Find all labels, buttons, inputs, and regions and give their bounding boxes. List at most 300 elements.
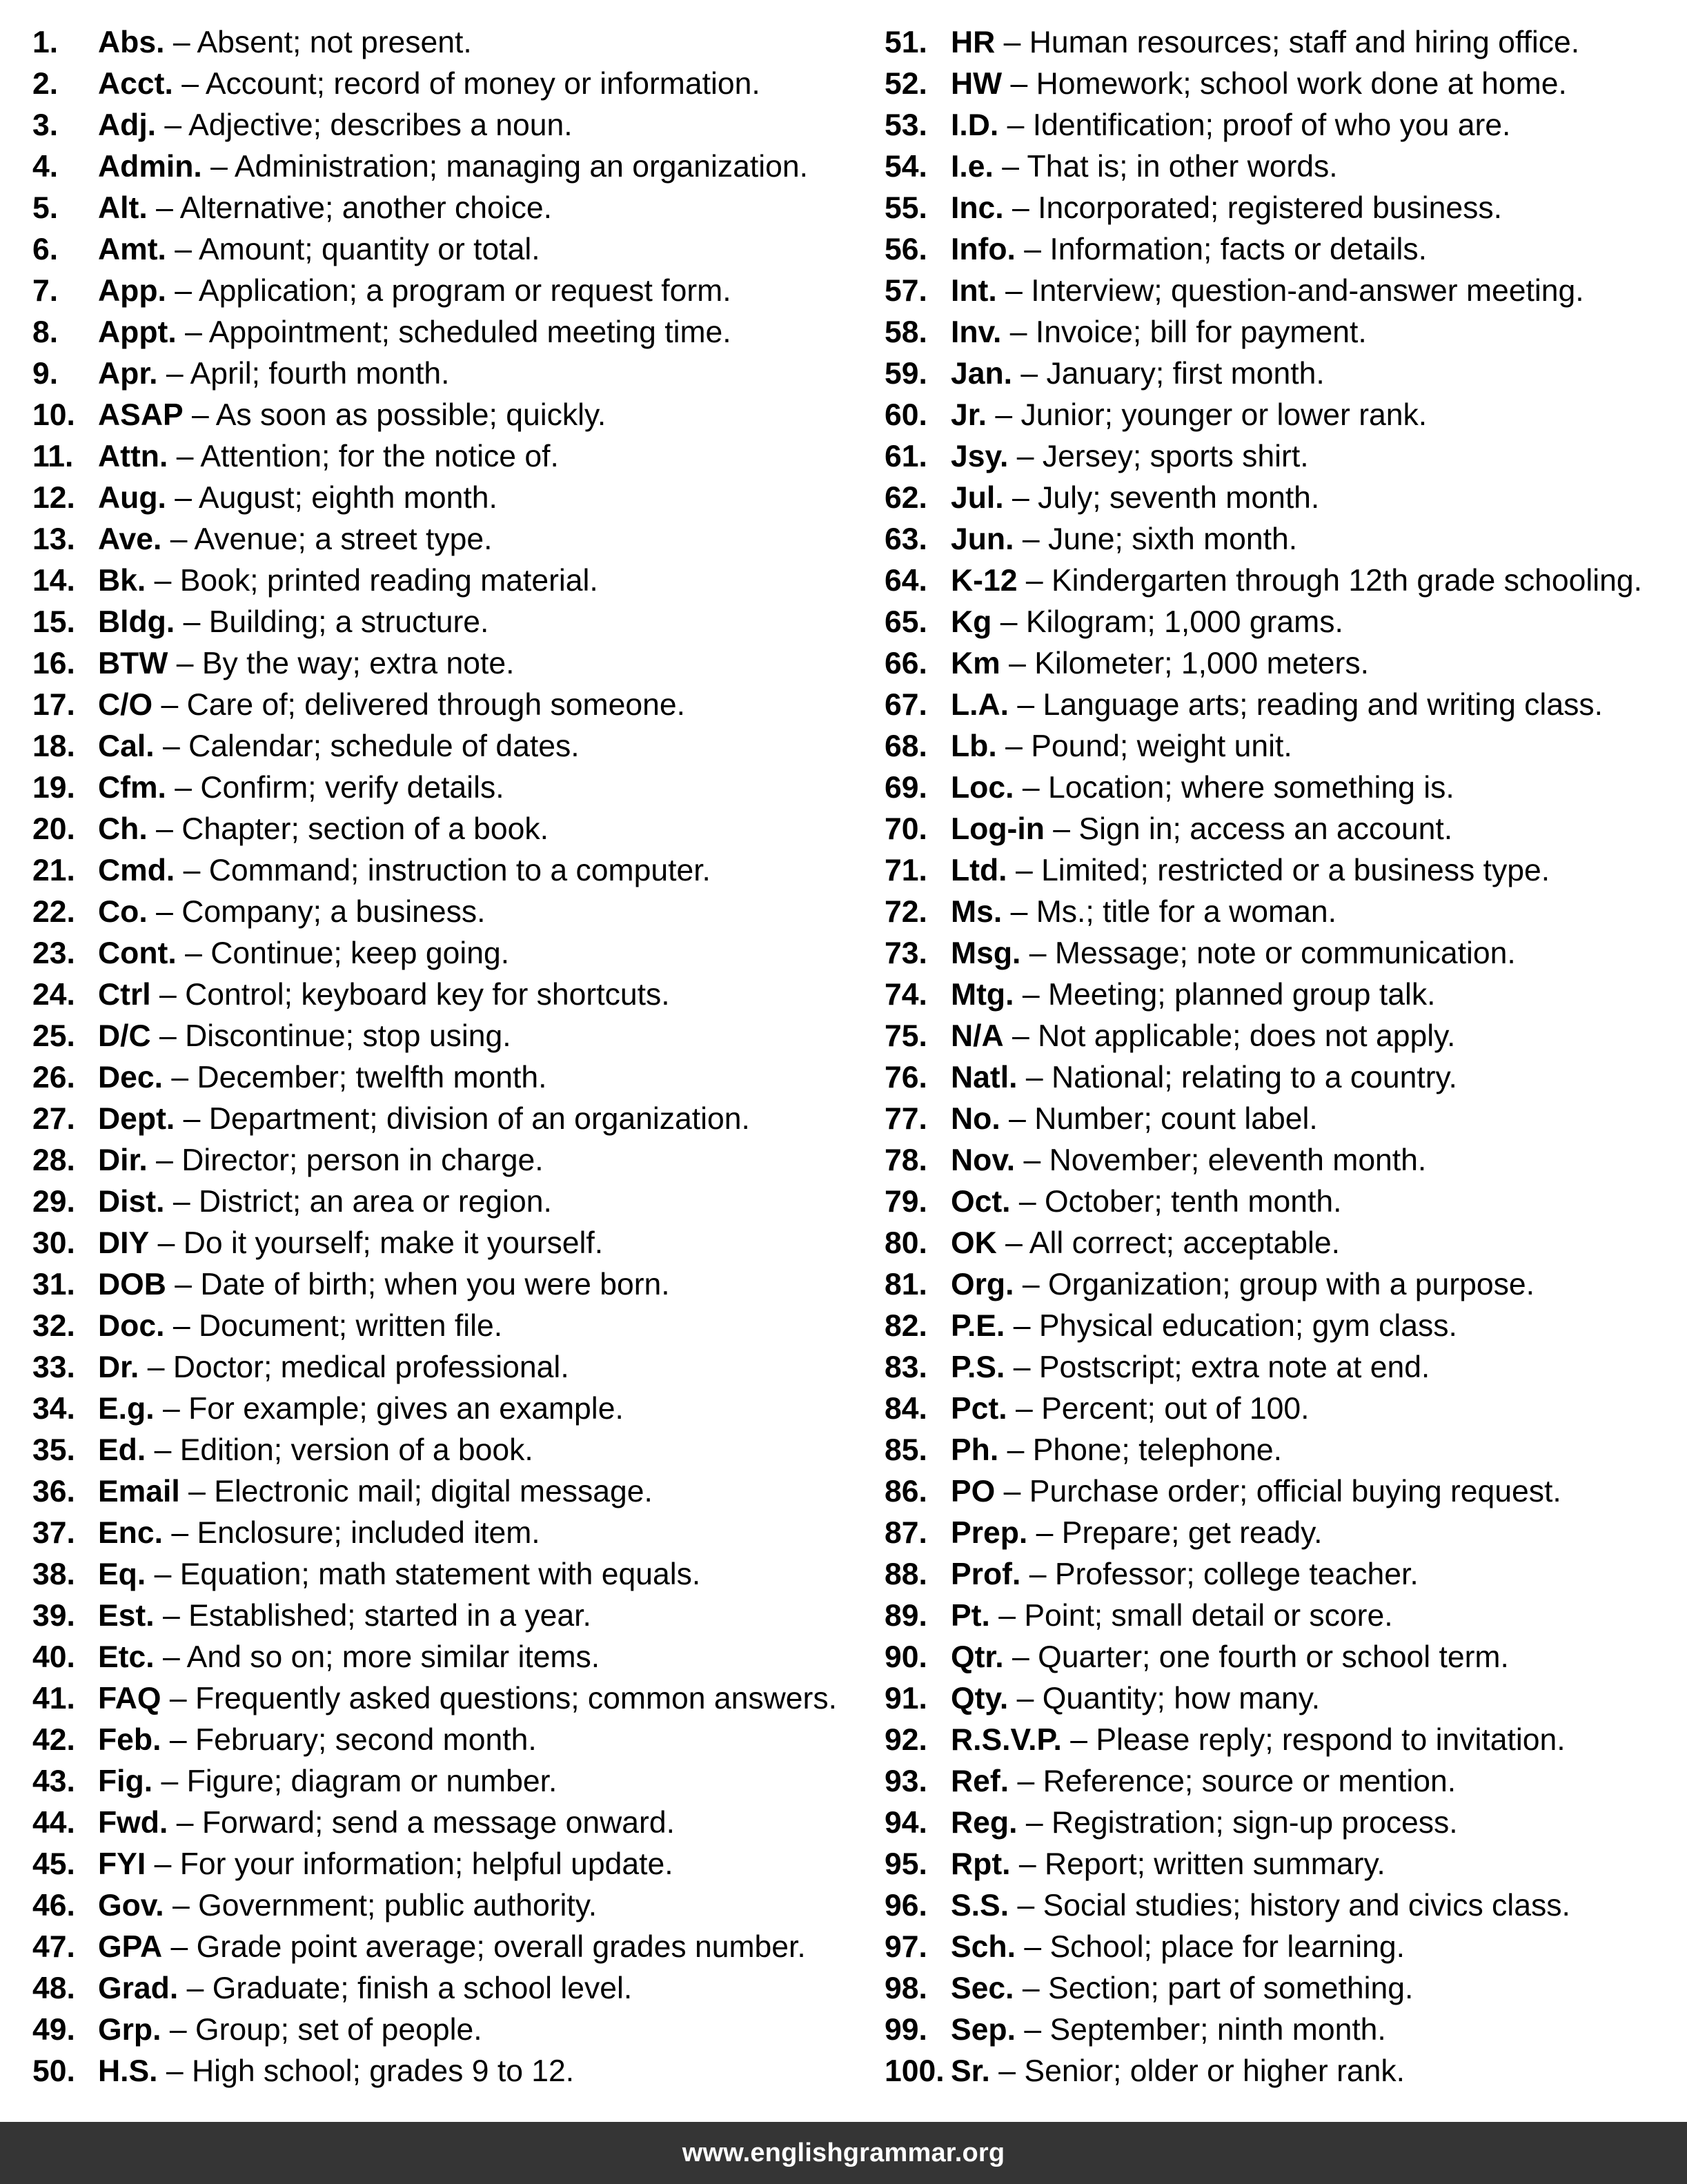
- entry-separator: –: [1024, 233, 1042, 266]
- entry-definition: That is; in other words.: [1027, 150, 1338, 184]
- entry-number: 87.: [885, 1516, 927, 1550]
- entry-separator: –: [176, 647, 194, 680]
- entry-abbreviation: N/A: [951, 1019, 1004, 1053]
- abbreviation-entry: [885, 22, 1687, 63]
- abbreviation-entry: [32, 353, 860, 395]
- entry-definition: For your information; helpful update.: [179, 1847, 673, 1881]
- entry-abbreviation: DIY: [98, 1226, 150, 1260]
- abbreviation-entry: [32, 1099, 860, 1140]
- entry-definition: August; eighth month.: [198, 481, 497, 515]
- entry-definition: Social studies; history and civics class.: [1043, 1889, 1570, 1922]
- abbreviation-entry: [32, 22, 860, 63]
- abbreviation-entry: [32, 312, 860, 353]
- entry-text: [951, 519, 1297, 560]
- entry-definition: Adjective; describes a noun.: [188, 108, 573, 142]
- entry-text: [98, 1720, 537, 1761]
- abbreviation-entry: [32, 229, 860, 270]
- entry-separator: –: [172, 1309, 190, 1343]
- entry-text: [951, 1057, 1457, 1099]
- entry-definition: Enclosure; included item.: [197, 1516, 540, 1550]
- entry-abbreviation: K-12: [951, 564, 1018, 598]
- entry-number: 30.: [32, 1226, 75, 1260]
- entry-number: 80.: [885, 1226, 927, 1260]
- entry-definition: Director; person in charge.: [181, 1143, 544, 1177]
- entry-abbreviation: Admin.: [98, 150, 202, 184]
- abbreviation-entry: [885, 1223, 1687, 1264]
- entry-abbreviation: Prof.: [951, 1557, 1021, 1591]
- entry-abbreviation: Loc.: [951, 771, 1014, 805]
- abbreviation-entry: [885, 1678, 1687, 1720]
- entry-separator: –: [175, 274, 192, 308]
- abbreviation-entry: [885, 1637, 1687, 1678]
- entry-number: 19.: [32, 771, 75, 805]
- entry-definition: National; relating to a country.: [1051, 1061, 1457, 1094]
- entry-number: 98.: [885, 1971, 927, 2005]
- entry-separator: –: [156, 895, 173, 929]
- entry-number: 9.: [32, 357, 59, 391]
- entry-definition: Administration; managing an organization.: [234, 150, 809, 184]
- entry-abbreviation: Sep.: [951, 2013, 1016, 2047]
- abbreviation-entry: [32, 1264, 860, 1306]
- abbreviation-entry: [32, 1016, 860, 1057]
- entry-separator: –: [169, 2013, 187, 2047]
- entry-abbreviation: Jun.: [951, 522, 1014, 556]
- entry-separator: –: [1007, 1433, 1025, 1467]
- entry-definition: Quantity; how many.: [1042, 1682, 1321, 1715]
- abbreviation-entry: [32, 395, 860, 436]
- entry-number: 97.: [885, 1930, 927, 1964]
- entry-text: [951, 1844, 1385, 1885]
- abbreviation-entry: [885, 1140, 1687, 1181]
- entry-number: 52.: [885, 67, 927, 101]
- entry-text: [98, 1181, 552, 1223]
- abbreviation-entry: [885, 1099, 1687, 1140]
- entry-text: [98, 436, 559, 478]
- entry-text: [951, 1968, 1413, 2009]
- abbreviation-entry: [32, 933, 860, 974]
- entry-number: 53.: [885, 108, 927, 142]
- abbreviation-entry: [32, 974, 860, 1016]
- entry-definition: Kilogram; 1,000 grams.: [1025, 605, 1343, 639]
- entry-definition: Interview; question-and-answer meeting.: [1031, 274, 1584, 308]
- abbreviation-entry: [885, 1471, 1687, 1513]
- entry-text: [951, 22, 1579, 63]
- entry-number: 6.: [32, 233, 59, 266]
- entry-separator: –: [1016, 440, 1034, 473]
- entry-abbreviation: Ph.: [951, 1433, 999, 1467]
- entry-definition: Absent; not present.: [197, 26, 472, 59]
- entry-separator: –: [159, 978, 177, 1012]
- entry-text: [951, 1678, 1320, 1720]
- abbreviation-entry: [32, 1471, 860, 1513]
- entry-abbreviation: Eq.: [98, 1557, 146, 1591]
- entry-separator: –: [156, 812, 173, 846]
- entry-definition: As soon as possible; quickly.: [215, 398, 606, 432]
- entry-text: [951, 353, 1325, 395]
- entry-separator: –: [1012, 481, 1029, 515]
- entry-text: [98, 146, 808, 188]
- entry-number: 38.: [32, 1557, 75, 1591]
- entry-definition: Limited; restricted or a business type.: [1041, 854, 1550, 887]
- entry-separator: –: [1005, 729, 1023, 763]
- entry-definition: Do it yourself; make it yourself.: [183, 1226, 604, 1260]
- abbreviation-entry: [32, 2009, 860, 2051]
- entry-separator: –: [161, 688, 179, 722]
- entry-number: 32.: [32, 1309, 75, 1343]
- entry-separator: –: [172, 1889, 190, 1922]
- entry-definition: December; twelfth month.: [197, 1061, 547, 1094]
- entry-definition: School; place for learning.: [1049, 1930, 1405, 1964]
- entry-number: 82.: [885, 1309, 927, 1343]
- entry-definition: Sign in; access an account.: [1078, 812, 1453, 846]
- entry-number: 55.: [885, 191, 927, 225]
- entry-separator: –: [1015, 854, 1033, 887]
- entry-number: 34.: [32, 1392, 75, 1426]
- entry-abbreviation: Lb.: [951, 729, 997, 763]
- abbreviation-entry: [32, 1927, 860, 1968]
- entry-text: [98, 1968, 632, 2009]
- entry-text: [98, 353, 450, 395]
- entry-number: 91.: [885, 1682, 927, 1715]
- abbreviation-entry: [885, 643, 1687, 685]
- entry-definition: Phone; telephone.: [1032, 1433, 1282, 1467]
- entry-number: 21.: [32, 854, 75, 887]
- entry-abbreviation: Jr.: [951, 398, 987, 432]
- abbreviation-entry: [32, 2051, 860, 2092]
- entry-separator: –: [998, 2054, 1016, 2088]
- entry-separator: –: [154, 1847, 172, 1881]
- abbreviation-entry: [32, 726, 860, 767]
- entry-abbreviation: Info.: [951, 233, 1016, 266]
- abbreviation-entry: [32, 146, 860, 188]
- entry-text: [951, 933, 1516, 974]
- entry-definition: District; an area or region.: [198, 1185, 552, 1219]
- entry-separator: –: [163, 729, 180, 763]
- entry-separator: –: [1005, 274, 1023, 308]
- entry-separator: –: [176, 440, 194, 473]
- entry-number: 67.: [885, 688, 927, 722]
- entry-text: [951, 1471, 1561, 1513]
- entry-separator: –: [161, 1764, 179, 1798]
- abbreviation-entry: [885, 685, 1687, 726]
- entry-text: [98, 2051, 574, 2092]
- entry-abbreviation: Ltd.: [951, 854, 1007, 887]
- entry-text: [951, 1430, 1282, 1471]
- entry-definition: Figure; diagram or number.: [186, 1764, 558, 1798]
- abbreviation-entry: [32, 1844, 860, 1885]
- entry-separator: –: [154, 1557, 172, 1591]
- entry-definition: February; second month.: [195, 1723, 537, 1757]
- entry-abbreviation: Msg.: [951, 936, 1021, 970]
- entry-number: 92.: [885, 1723, 927, 1757]
- entry-text: [98, 63, 760, 105]
- entry-separator: –: [1016, 1392, 1033, 1426]
- abbreviation-entry: [32, 1554, 860, 1595]
- entry-text: [951, 146, 1338, 188]
- entry-abbreviation: BTW: [98, 647, 168, 680]
- entry-abbreviation: Int.: [951, 274, 997, 308]
- entry-separator: –: [183, 605, 201, 639]
- entry-text: [98, 1885, 597, 1927]
- entry-text: [98, 1347, 569, 1388]
- website-url[interactable]: www.englishgrammar.org: [682, 2138, 1005, 2167]
- entry-abbreviation: GPA: [98, 1930, 163, 1964]
- entry-definition: Graduate; finish a school level.: [212, 1971, 633, 2005]
- entry-number: 77.: [885, 1102, 927, 1136]
- abbreviation-entry: [885, 1264, 1687, 1306]
- entry-text: [98, 312, 731, 353]
- entry-text: [951, 1223, 1340, 1264]
- entry-number: 57.: [885, 274, 927, 308]
- entry-abbreviation: Ch.: [98, 812, 148, 846]
- abbreviation-entry: [32, 850, 860, 892]
- entry-abbreviation: Qtr.: [951, 1640, 1004, 1674]
- entry-separator: –: [164, 108, 182, 142]
- entry-number: 79.: [885, 1185, 927, 1219]
- entry-text: [951, 685, 1603, 726]
- entry-separator: –: [1017, 688, 1035, 722]
- abbreviation-entry: [885, 436, 1687, 478]
- entry-text: [98, 726, 580, 767]
- entry-abbreviation: Km: [951, 647, 1000, 680]
- entry-definition: Equation; math statement with equals.: [179, 1557, 701, 1591]
- entry-number: 8.: [32, 315, 59, 349]
- entry-abbreviation: Cont.: [98, 936, 177, 970]
- entry-abbreviation: Jul.: [951, 481, 1004, 515]
- abbreviation-entry: [885, 933, 1687, 974]
- entry-text: [951, 1513, 1322, 1554]
- entry-separator: –: [186, 1971, 204, 2005]
- entry-text: [951, 1720, 1566, 1761]
- entry-separator: –: [188, 1475, 206, 1508]
- entry-definition: Postscript; extra note at end.: [1038, 1350, 1430, 1384]
- entry-number: 86.: [885, 1475, 927, 1508]
- entry-text: [98, 2009, 482, 2051]
- entry-number: 18.: [32, 729, 75, 763]
- entry-text: [951, 974, 1436, 1016]
- entry-definition: Group; set of people.: [195, 2013, 482, 2047]
- entry-definition: June; sixth month.: [1047, 522, 1298, 556]
- entry-text: [98, 1844, 673, 1885]
- entry-separator: –: [1005, 1226, 1023, 1260]
- entry-abbreviation: FYI: [98, 1847, 146, 1881]
- entry-separator: –: [1013, 1350, 1031, 1384]
- entry-definition: Date of birth; when you were born.: [200, 1268, 670, 1301]
- entry-number: 64.: [885, 564, 927, 598]
- abbreviation-entry: [885, 1388, 1687, 1430]
- entry-abbreviation: P.E.: [951, 1309, 1005, 1343]
- abbreviation-list-right-column: [885, 22, 1687, 2092]
- abbreviation-entry: [885, 1720, 1687, 1761]
- entry-definition: Physical education; gym class.: [1038, 1309, 1457, 1343]
- abbreviation-entry: [32, 767, 860, 809]
- entry-number: 76.: [885, 1061, 927, 1094]
- entry-number: 61.: [885, 440, 927, 473]
- entry-abbreviation: Doc.: [98, 1309, 165, 1343]
- abbreviation-entry: [32, 1430, 860, 1471]
- entry-separator: –: [169, 1723, 187, 1757]
- entry-text: [951, 1099, 1318, 1140]
- entry-text: [98, 229, 540, 270]
- entry-definition: Homework; school work done at home.: [1036, 67, 1567, 101]
- entry-definition: Application; a program or request form.: [198, 274, 731, 308]
- abbreviation-entry: [32, 1637, 860, 1678]
- entry-separator: –: [157, 1226, 175, 1260]
- entry-definition: Junior; younger or lower rank.: [1020, 398, 1428, 432]
- entry-definition: Grade point average; overall grades number.: [196, 1930, 806, 1964]
- entry-separator: –: [1010, 895, 1028, 929]
- entry-definition: Prepare; get ready.: [1061, 1516, 1323, 1550]
- entry-abbreviation: Qty.: [951, 1682, 1009, 1715]
- entry-number: 27.: [32, 1102, 75, 1136]
- entry-separator: –: [1003, 1475, 1021, 1508]
- entry-abbreviation: HR: [951, 26, 996, 59]
- entry-abbreviation: Oct.: [951, 1185, 1011, 1219]
- entry-text: [98, 188, 552, 229]
- entry-number: 33.: [32, 1350, 75, 1384]
- abbreviation-entry: [885, 229, 1687, 270]
- entry-separator: –: [181, 67, 199, 101]
- entry-separator: –: [998, 1599, 1016, 1633]
- entry-definition: Kindergarten through 12th grade schooling.: [1051, 564, 1642, 598]
- entry-text: [98, 1306, 502, 1347]
- entry-number: 90.: [885, 1640, 927, 1674]
- entry-separator: –: [183, 1102, 201, 1136]
- abbreviation-entry: [32, 63, 860, 105]
- entry-number: 94.: [885, 1806, 927, 1840]
- entry-separator: –: [1036, 1516, 1054, 1550]
- entry-definition: Edition; version of a book.: [179, 1433, 533, 1467]
- entry-text: [98, 1016, 511, 1057]
- entry-separator: –: [185, 936, 202, 970]
- entry-definition: Senior; older or higher rank.: [1024, 2054, 1405, 2088]
- entry-separator: –: [1016, 1682, 1034, 1715]
- abbreviation-entry: [32, 188, 860, 229]
- entry-abbreviation: S.S.: [951, 1889, 1009, 1922]
- entry-number: 49.: [32, 2013, 75, 2047]
- entry-text: [951, 63, 1567, 105]
- entry-number: 43.: [32, 1764, 75, 1798]
- entry-definition: Registration; sign-up process.: [1051, 1806, 1458, 1840]
- entry-text: [98, 809, 549, 850]
- entry-number: 83.: [885, 1350, 927, 1384]
- entry-abbreviation: Log-in: [951, 812, 1045, 846]
- entry-separator: –: [1024, 2013, 1042, 2047]
- entry-abbreviation: Grad.: [98, 1971, 179, 2005]
- entry-separator: –: [210, 150, 228, 184]
- abbreviation-entry: [885, 478, 1687, 519]
- entry-text: [98, 1802, 675, 1844]
- entry-number: 48.: [32, 1971, 75, 2005]
- entry-definition: Reference; source or mention.: [1043, 1764, 1457, 1798]
- entry-number: 23.: [32, 936, 75, 970]
- entry-text: [951, 1885, 1570, 1927]
- entry-separator: –: [171, 1061, 189, 1094]
- entry-text: [951, 1181, 1341, 1223]
- entry-separator: –: [1012, 191, 1029, 225]
- entry-number: 37.: [32, 1516, 75, 1550]
- entry-number: 71.: [885, 854, 927, 887]
- abbreviation-entry: [32, 519, 860, 560]
- entry-abbreviation: Amt.: [98, 233, 166, 266]
- entry-definition: Meeting; planned group talk.: [1047, 978, 1436, 1012]
- entry-separator: –: [171, 1516, 189, 1550]
- entry-text: [951, 1554, 1419, 1595]
- entry-text: [98, 1471, 653, 1513]
- entry-text: [98, 478, 497, 519]
- entry-text: [951, 1016, 1455, 1057]
- entry-definition: Human resources; staff and hiring office.: [1029, 26, 1580, 59]
- entry-separator: –: [183, 854, 201, 887]
- entry-abbreviation: H.S.: [98, 2054, 158, 2088]
- entry-definition: October; tenth month.: [1045, 1185, 1342, 1219]
- entry-abbreviation: Jsy.: [951, 440, 1009, 473]
- entry-number: 31.: [32, 1268, 75, 1301]
- entry-separator: –: [154, 1433, 172, 1467]
- entry-number: 25.: [32, 1019, 75, 1053]
- entry-text: [98, 933, 509, 974]
- entry-abbreviation: Ref.: [951, 1764, 1009, 1798]
- entry-abbreviation: I.e.: [951, 150, 994, 184]
- entry-abbreviation: Inc.: [951, 191, 1004, 225]
- entry-number: 46.: [32, 1889, 75, 1922]
- entry-number: 74.: [885, 978, 927, 1012]
- abbreviation-entry: [885, 105, 1687, 146]
- entry-abbreviation: App.: [98, 274, 166, 308]
- entry-text: [951, 1637, 1509, 1678]
- entry-abbreviation: Ctrl: [98, 978, 151, 1012]
- entry-abbreviation: Email: [98, 1475, 180, 1508]
- entry-abbreviation: ASAP: [98, 398, 184, 432]
- entry-text: [98, 892, 485, 933]
- entry-text: [98, 850, 711, 892]
- entry-definition: September; ninth month.: [1049, 2013, 1386, 2047]
- entry-abbreviation: Prep.: [951, 1516, 1028, 1550]
- entry-number: 26.: [32, 1061, 75, 1094]
- entry-number: 59.: [885, 357, 927, 391]
- entry-separator: –: [1009, 647, 1026, 680]
- entry-abbreviation: Fig.: [98, 1764, 153, 1798]
- abbreviation-entry: [32, 1181, 860, 1223]
- entry-number: 28.: [32, 1143, 75, 1177]
- entry-abbreviation: OK: [951, 1226, 997, 1260]
- entry-abbreviation: Est.: [98, 1599, 155, 1633]
- entry-number: 45.: [32, 1847, 75, 1881]
- entry-number: 66.: [885, 647, 927, 680]
- entry-definition: July; seventh month.: [1038, 481, 1320, 515]
- entry-number: 93.: [885, 1764, 927, 1798]
- entry-text: [951, 395, 1427, 436]
- entry-number: 88.: [885, 1557, 927, 1591]
- entry-definition: Control; keyboard key for shortcuts.: [185, 978, 670, 1012]
- entry-separator: –: [1018, 1185, 1036, 1219]
- entry-abbreviation: Sch.: [951, 1930, 1016, 1964]
- entry-separator: –: [170, 522, 188, 556]
- entry-text: [98, 767, 504, 809]
- entry-separator: –: [166, 2054, 184, 2088]
- entry-abbreviation: No.: [951, 1102, 1000, 1136]
- entry-separator: –: [1009, 1102, 1026, 1136]
- entry-number: 81.: [885, 1268, 927, 1301]
- entry-text: [98, 1388, 624, 1430]
- entry-separator: –: [1025, 1061, 1043, 1094]
- entry-number: 36.: [32, 1475, 75, 1508]
- entry-separator: –: [175, 1268, 193, 1301]
- entry-abbreviation: Appt.: [98, 315, 177, 349]
- entry-abbreviation: Feb.: [98, 1723, 161, 1757]
- abbreviation-entry: [32, 685, 860, 726]
- entry-text: [98, 643, 514, 685]
